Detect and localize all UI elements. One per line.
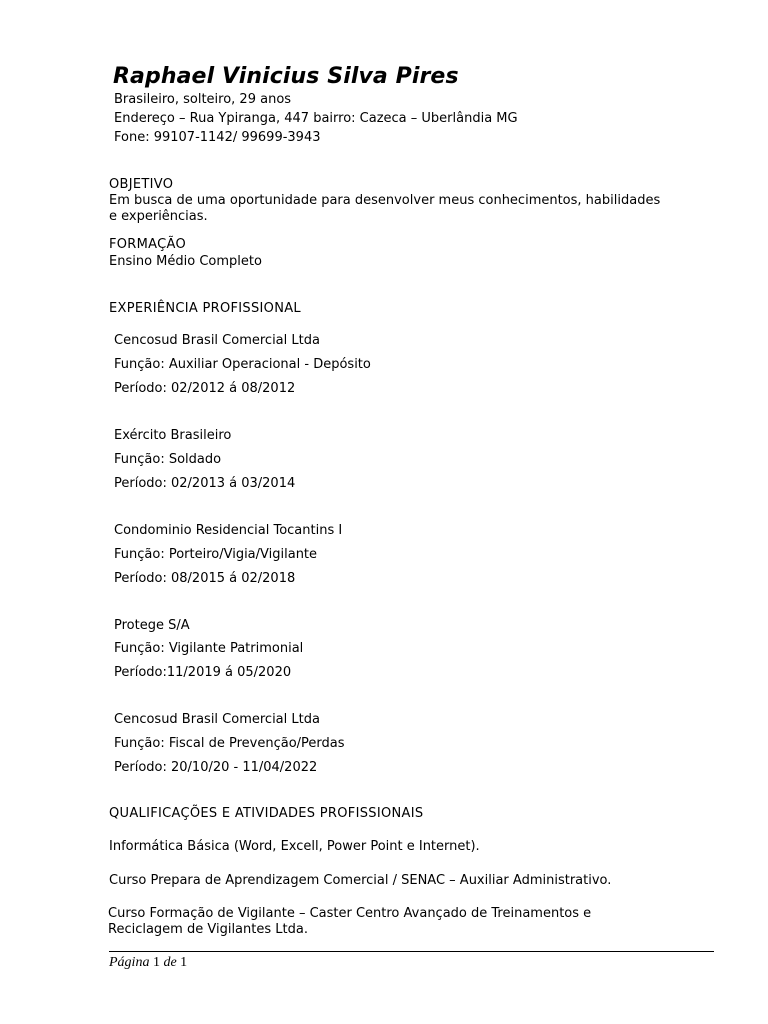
objetivo-heading: OBJETIVO xyxy=(109,177,174,192)
phone: Fone: 99107-1142/ 99699-3943 xyxy=(114,130,321,145)
footer-page-number: 1 xyxy=(152,955,160,970)
qualificacoes-heading: QUALIFICAÇÕES E ATIVIDADES PROFISSIONAIS xyxy=(109,806,424,821)
job-role: Função: Fiscal de Prevenção/Perdas xyxy=(114,736,345,751)
formacao-text: Ensino Médio Completo xyxy=(109,254,262,269)
qualificacao-item-line2: Reciclagem de Vigilantes Ltda. xyxy=(108,922,308,937)
job-role: Função: Vigilante Patrimonial xyxy=(114,641,304,656)
job-period: Período: 20/10/20 - 11/04/2022 xyxy=(114,760,318,775)
job-period: Período: 02/2012 á 08/2012 xyxy=(114,381,296,396)
footer-page-word: Página xyxy=(109,955,150,970)
job-company: Cencosud Brasil Comercial Ltda xyxy=(114,712,320,727)
job-company: Condominio Residencial Tocantins I xyxy=(114,523,343,538)
job-period: Período: 08/2015 á 02/2018 xyxy=(114,571,296,586)
job-role: Função: Auxiliar Operacional - Depósito xyxy=(114,357,371,372)
qualificacao-item: Curso Prepara de Aprendizagem Comercial / SENAC – Auxiliar Administrativo. xyxy=(109,873,612,888)
objetivo-text-line2: e experiências. xyxy=(109,209,208,224)
experiencia-heading: EXPERIÊNCIA PROFISSIONAL xyxy=(109,301,301,316)
personal-info: Brasileiro, solteiro, 29 anos xyxy=(114,92,292,107)
candidate-name: Raphael Vinicius Silva Pires xyxy=(113,64,459,89)
footer-page-total: 1 xyxy=(180,955,188,970)
job-period: Período:11/2019 á 05/2020 xyxy=(114,665,292,680)
formacao-heading: FORMAÇÃO xyxy=(109,237,186,252)
job-role: Função: Porteiro/Vigia/Vigilante xyxy=(114,547,318,562)
job-company: Exército Brasileiro xyxy=(114,428,232,443)
address: Endereço – Rua Ypiranga, 447 bairro: Cazeca – Uberlândia MG xyxy=(114,111,518,126)
footer-of-word: de xyxy=(163,955,177,970)
footer-divider xyxy=(109,951,714,952)
job-company: Protege S/A xyxy=(114,618,190,633)
job-role: Função: Soldado xyxy=(114,452,222,467)
job-company: Cencosud Brasil Comercial Ltda xyxy=(114,333,320,348)
qualificacao-item-line1: Curso Formação de Vigilante – Caster Centro Avançado de Treinamentos e xyxy=(108,906,592,921)
objetivo-text-line1: Em busca de uma oportunidade para desenvolver meus conhecimentos, habilidades xyxy=(109,193,661,208)
qualificacao-item: Informática Básica (Word, Excell, Power Point e Internet). xyxy=(109,839,480,854)
job-period: Período: 02/2013 á 03/2014 xyxy=(114,476,296,491)
page-footer xyxy=(109,955,187,971)
